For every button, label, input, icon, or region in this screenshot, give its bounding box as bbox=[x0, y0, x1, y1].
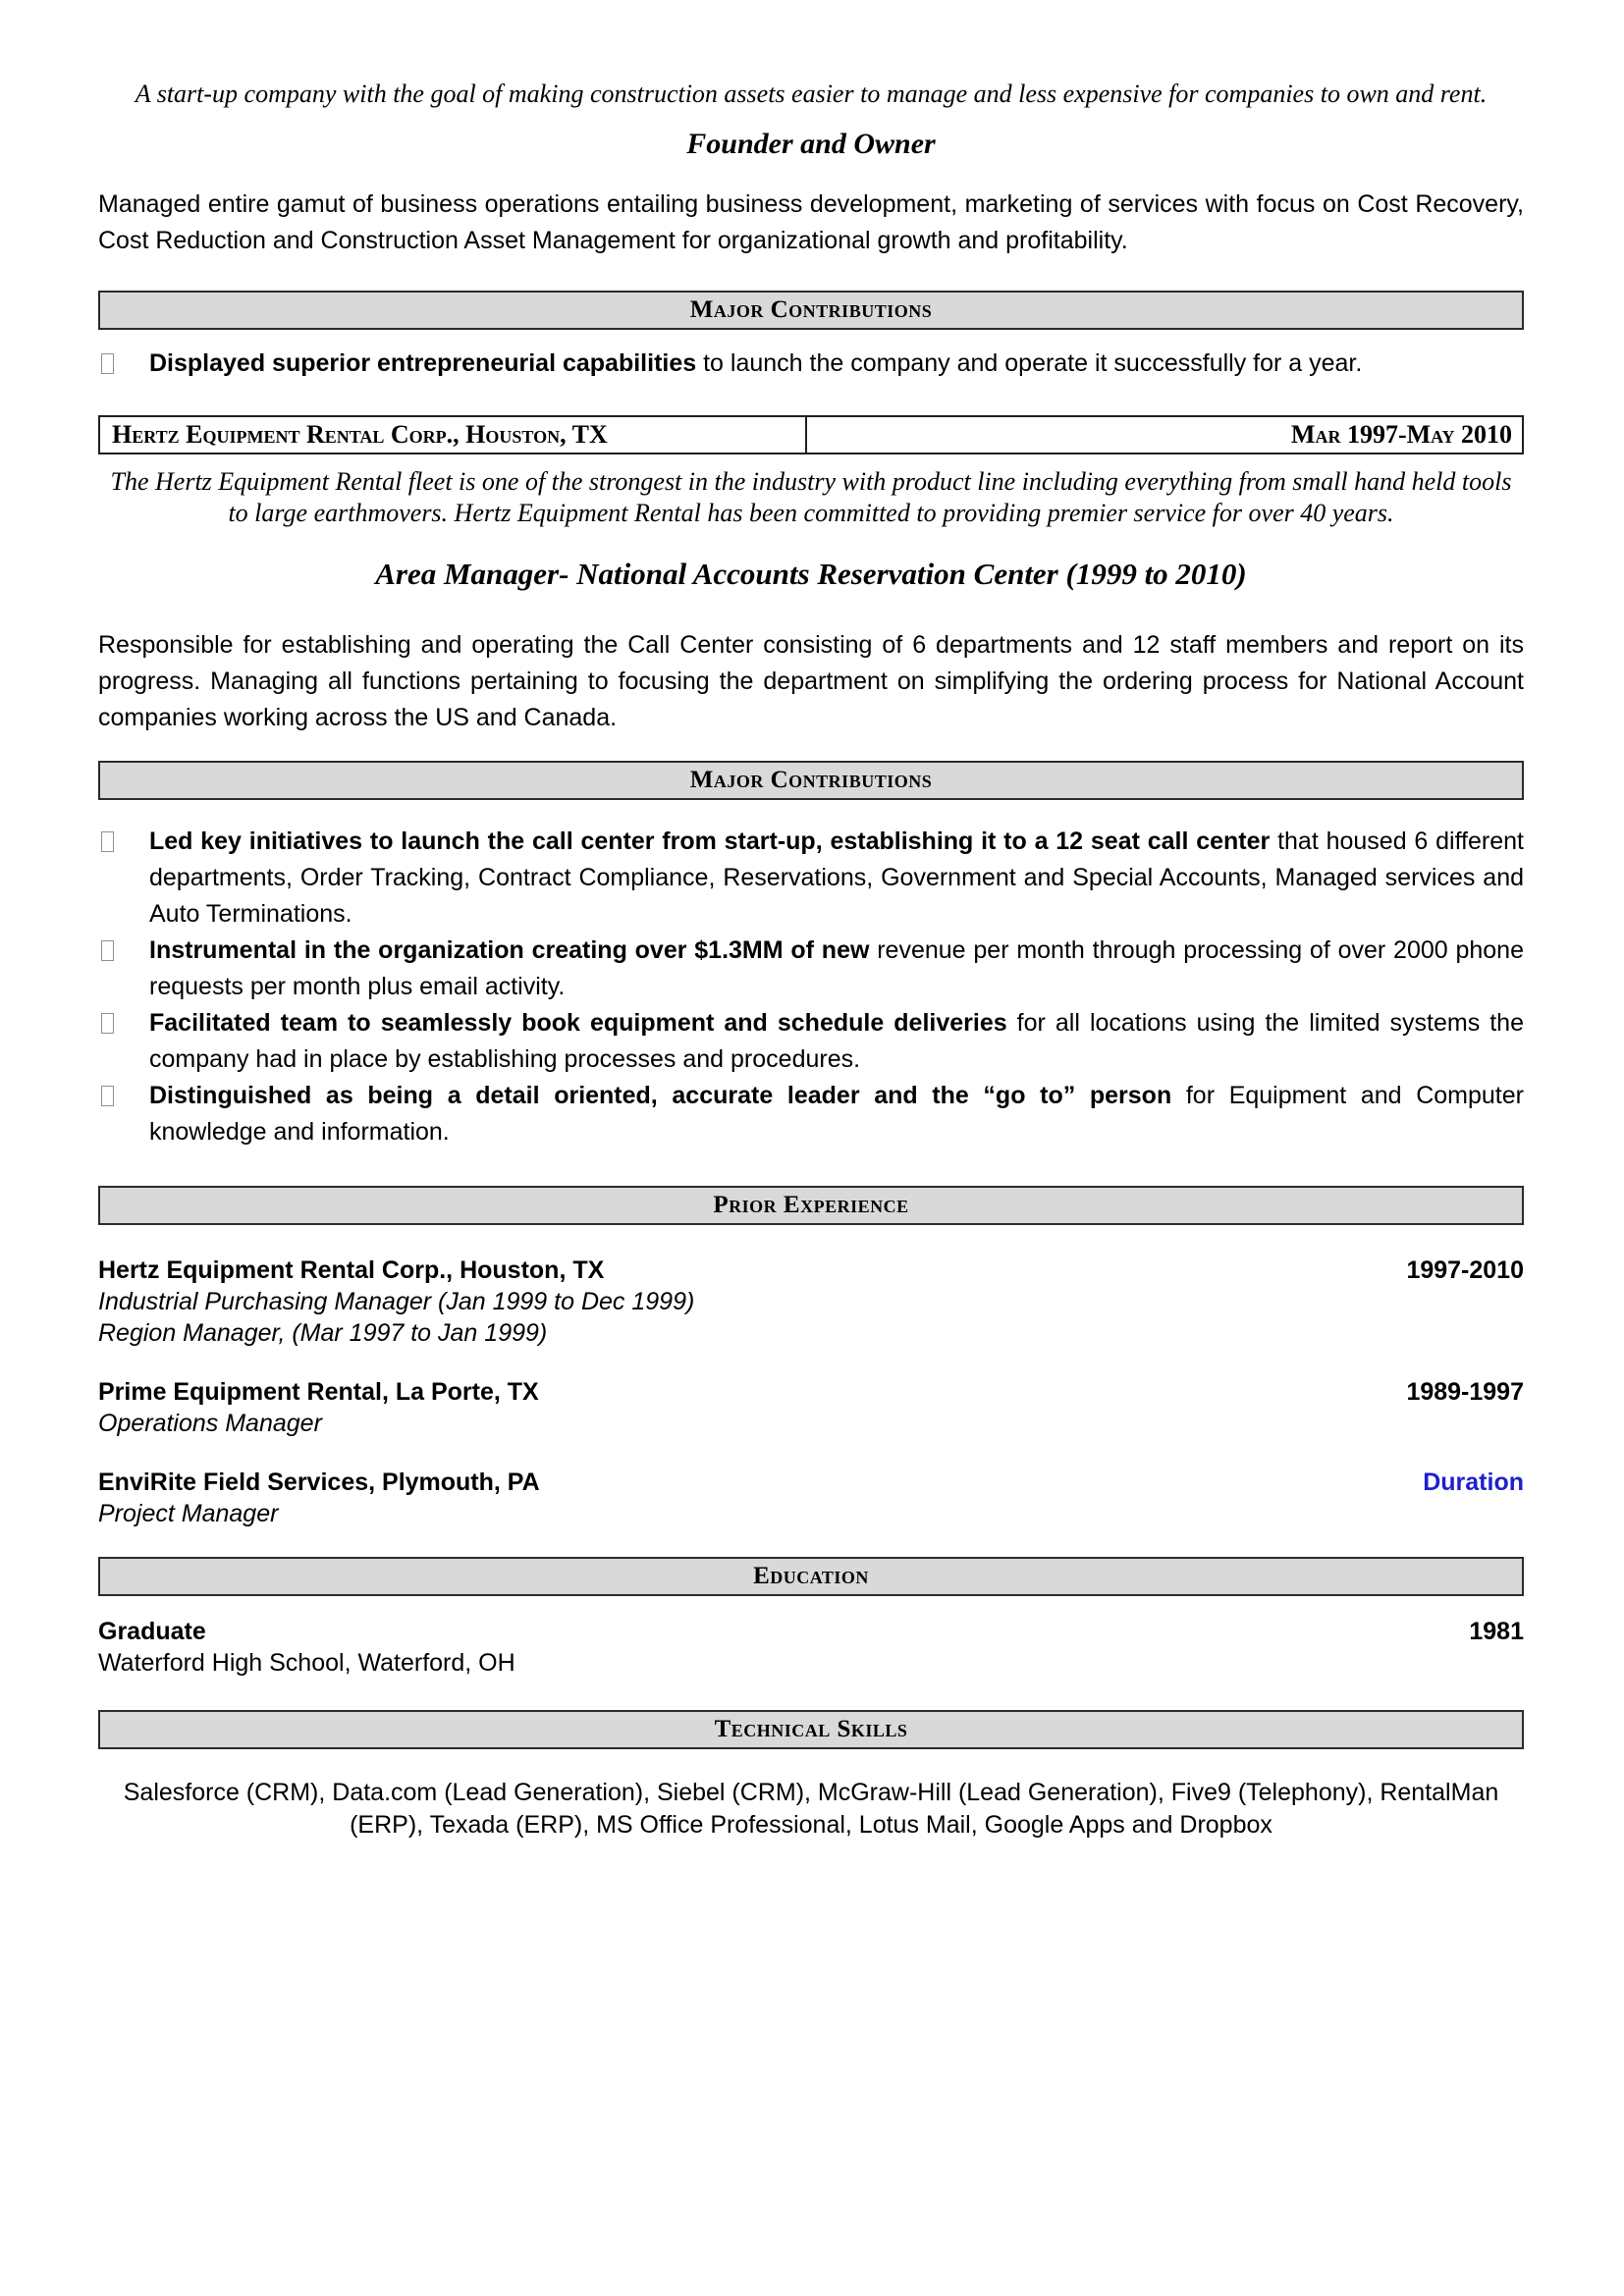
education-school: Waterford High School, Waterford, OH bbox=[98, 1649, 515, 1677]
entry-role-title: Project Manager bbox=[98, 1500, 279, 1527]
entry-role-title: Region Manager, (Mar 1997 to Jan 1999) bbox=[98, 1319, 548, 1347]
prior-entry bbox=[98, 1255, 1524, 1349]
section-bar-label: Prior Experience bbox=[713, 1192, 909, 1218]
bullet-marker-icon bbox=[101, 353, 114, 374]
bullet-rest-text: revenue per month through processing of over 2000 phone requests per month plus email activity. bbox=[149, 936, 1524, 1000]
company-dates: Mar 1997-May 2010 bbox=[1290, 420, 1512, 449]
company-tagline: A start-up company with the goal of making construction assets easier to manage and less expensive for companies to own and rent. bbox=[135, 80, 1488, 108]
bullet-lead-text: Instrumental in the organization creating over $1.3MM of new bbox=[149, 936, 870, 964]
company-dates-cell bbox=[807, 417, 1522, 453]
bullet-item bbox=[98, 933, 1524, 1005]
bullet-rest-text: for all locations using the limited systems the company had in place by establishing processes and procedures. bbox=[149, 1009, 1524, 1073]
major-contributions-2-list bbox=[98, 824, 1524, 1150]
intro-paragraph: Managed entire gamut of business operations entailing business development, marketing of services with focus on Cost Recovery, Cost Reduction and Construction Asset Management for organizational growth and profitability. bbox=[98, 190, 1524, 254]
bullet-lead-text: Led key initiatives to launch the call center from start-up, establishing it to a 12 seat call center bbox=[149, 828, 1271, 855]
bullet-rest-text: for Equipment and Computer knowledge and information. bbox=[149, 1082, 1524, 1146]
major-contributions-1-list bbox=[98, 346, 1524, 382]
bullet-item bbox=[98, 1078, 1524, 1150]
education-year: 1981 bbox=[1469, 1618, 1524, 1645]
bullet-rest-text: to launch the company and operate it successfully for a year. bbox=[696, 349, 1363, 377]
section-bar-label: Education bbox=[753, 1563, 869, 1589]
section-bar-technical-skills bbox=[98, 1710, 1524, 1749]
bullet-rest-text: that housed 6 different departments, Order Tracking, Contract Compliance, Reservations, Government and Special Accounts, Managed services and Auto Terminations. bbox=[149, 828, 1524, 928]
section-bar-major-contributions-2 bbox=[98, 761, 1524, 800]
prior-entry bbox=[98, 1467, 1524, 1529]
prior-experience-entries bbox=[98, 1255, 1524, 1529]
entry-role-title: Operations Manager bbox=[98, 1410, 322, 1437]
entry-role-title: Industrial Purchasing Manager (Jan 1999 to Dec 1999) bbox=[98, 1288, 695, 1315]
entry-dates: 1989-1997 bbox=[1406, 1378, 1524, 1406]
section-bar-major-contributions-1 bbox=[98, 291, 1524, 330]
company-name: Hertz Equipment Rental Corp., Houston, TX bbox=[112, 420, 608, 449]
bullet-item bbox=[98, 824, 1524, 933]
entry-header-row bbox=[98, 1255, 1524, 1286]
company-name-cell bbox=[100, 417, 807, 453]
bullet-item bbox=[98, 346, 1524, 382]
founder-title: Founder and Owner bbox=[686, 128, 936, 160]
technical-skills-text: Salesforce (CRM), Data.com (Lead Generation), Siebel (CRM), McGraw-Hill (Lead Generation), Five9 (Telephony), RentalMan (ERP), Texada (ERP), MS Office Professional, Lotus Mail, Google Apps and Dropbox bbox=[123, 1779, 1499, 1839]
bullet-marker-icon bbox=[101, 1086, 114, 1106]
prior-entry bbox=[98, 1376, 1524, 1439]
section-bar-label: Technical Skills bbox=[714, 1716, 908, 1742]
section-bar-prior-experience bbox=[98, 1186, 1524, 1225]
section-bar-label: Major Contributions bbox=[689, 296, 933, 323]
education-degree: Graduate bbox=[98, 1618, 206, 1645]
bullet-lead-text: Facilitated team to seamlessly book equipment and schedule deliveries bbox=[149, 1009, 1007, 1037]
education-row bbox=[98, 1616, 1524, 1647]
company-header-table bbox=[98, 415, 1524, 454]
entry-dates: 1997-2010 bbox=[1406, 1256, 1524, 1284]
entry-header-row bbox=[98, 1376, 1524, 1408]
role-heading: Area Manager- National Accounts Reservation Center (1999 to 2010) bbox=[375, 557, 1247, 591]
entry-header-row bbox=[98, 1467, 1524, 1498]
role-summary-paragraph: Responsible for establishing and operating the Call Center consisting of 6 departments and 12 staff members and report on its progress. Managing all functions pertaining to focusing the department on simplifying the ordering process for National Account companies working across the US and Canada. bbox=[98, 631, 1524, 731]
bullet-item bbox=[98, 1005, 1524, 1078]
entry-company-name: EnviRite Field Services, Plymouth, PA bbox=[98, 1468, 540, 1496]
bullet-lead-text: Displayed superior entrepreneurial capabilities bbox=[149, 349, 697, 377]
company-description: The Hertz Equipment Rental fleet is one of the strongest in the industry with product line including everything from small hand held tools to large earthmovers. Hertz Equipment Rental has been committed to providing premier service for over 40 years. bbox=[110, 467, 1512, 527]
section-bar-education bbox=[98, 1557, 1524, 1596]
bullet-marker-icon bbox=[101, 1013, 114, 1034]
entry-dates-duration: Duration bbox=[1423, 1468, 1524, 1496]
bullet-marker-icon bbox=[101, 940, 114, 961]
entry-company-name: Prime Equipment Rental, La Porte, TX bbox=[98, 1378, 539, 1406]
bullet-lead-text: Distinguished as being a detail oriented, accurate leader and the “go to” person bbox=[149, 1082, 1172, 1109]
bullet-marker-icon bbox=[101, 831, 114, 852]
section-bar-label: Major Contributions bbox=[689, 767, 933, 793]
entry-company-name: Hertz Equipment Rental Corp., Houston, TX bbox=[98, 1256, 605, 1284]
